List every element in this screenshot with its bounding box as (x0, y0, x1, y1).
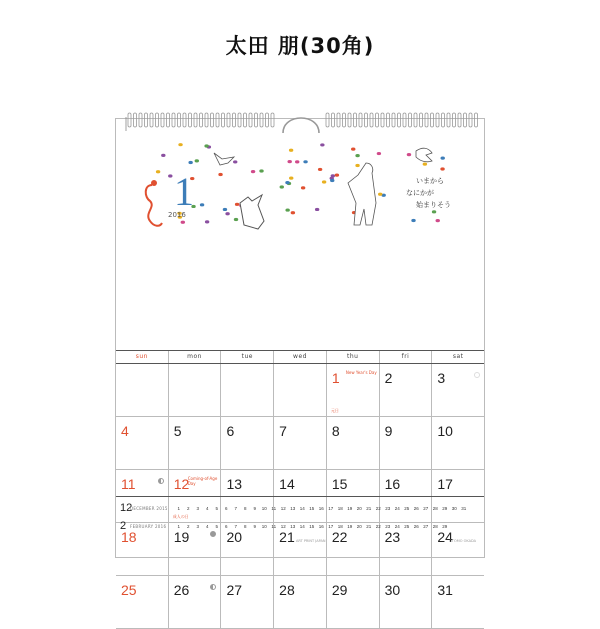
day-cell-8 (326, 417, 379, 469)
binding-coil (442, 113, 445, 127)
person-drawing (348, 163, 376, 225)
mini-day: 26 (413, 505, 419, 511)
day-number: 29 (331, 582, 348, 598)
confetti-dot (440, 167, 444, 170)
page-title: 太田 朋(30角) (225, 34, 375, 58)
confetti-dot (200, 203, 204, 206)
day-cell-6 (220, 417, 273, 469)
binding-coil (354, 113, 357, 127)
binding-coil (475, 113, 478, 127)
mini-day: 13 (290, 505, 296, 511)
confetti-dot (355, 164, 359, 167)
mini-day: 24 (394, 505, 400, 511)
binding-coil (194, 113, 197, 127)
caption-line-2: なにかが (406, 189, 434, 197)
day-number: 18 (121, 529, 137, 545)
holiday-name-ja: 元日 (330, 408, 339, 413)
day-cell-29 (326, 576, 379, 628)
binding-coil (370, 113, 373, 127)
binding-coil (403, 113, 406, 127)
mini-month-next (120, 519, 480, 533)
mini-day: 21 (366, 523, 372, 529)
day-cell-31 (431, 576, 484, 628)
binding-coil (161, 113, 164, 127)
confetti-dot (320, 143, 324, 146)
binding-coil (200, 113, 203, 127)
caption-line-1: いまから (416, 177, 444, 185)
weekday-tue: tue (220, 351, 273, 363)
mini-day: 13 (290, 523, 296, 529)
confetti-dot (330, 179, 334, 182)
binding-coil (211, 113, 214, 127)
day-cell-10 (431, 417, 484, 469)
day-number: 5 (173, 423, 182, 439)
binding-coil (183, 113, 186, 127)
binding-coil (348, 113, 351, 127)
day-number: 10 (437, 423, 453, 439)
binding-coil (464, 113, 467, 127)
mini-day: 31 (461, 505, 467, 511)
mini-day: 21 (366, 505, 372, 511)
binding-coil (233, 113, 236, 127)
mini-day: 9 (253, 505, 256, 511)
footer-publisher: ART PRINT JAPAN (296, 539, 326, 543)
day-number: 28 (279, 582, 295, 598)
confetti-dot (223, 208, 227, 211)
mini-day: 15 (309, 505, 315, 511)
day-number: 15 (331, 476, 348, 492)
day-number: 2 (384, 370, 393, 386)
binding-coil (167, 113, 170, 127)
caption-line-3: 始まりそう (416, 201, 451, 209)
week-row (116, 576, 484, 629)
confetti-dot (234, 218, 238, 221)
day-cell-27 (220, 576, 273, 628)
day-number: 21 (279, 529, 295, 545)
confetti-dot (407, 153, 411, 156)
weekday-fri: fri (379, 351, 432, 363)
mini-calendars (116, 496, 484, 549)
hanger-hook (283, 118, 319, 133)
confetti-dot (235, 203, 239, 206)
binding-coil (205, 113, 208, 127)
binding-coil (139, 113, 142, 127)
weekday-mon: mon (168, 351, 221, 363)
day-cell-30 (379, 576, 432, 628)
day-number: 27 (226, 582, 243, 598)
wall-calendar (115, 118, 485, 598)
mini-day: 11 (271, 505, 277, 511)
mini-day: 12 (280, 523, 286, 529)
wire-binding (116, 111, 486, 133)
binding-coil (381, 113, 384, 127)
binding-coil (398, 113, 401, 127)
binding-coil (469, 113, 472, 127)
binding-coil (271, 113, 274, 127)
mini-day: 7 (234, 505, 237, 511)
fox-drawing (240, 195, 264, 229)
mini-day: 5 (215, 523, 218, 529)
weekday-thu: thu (326, 351, 379, 363)
mini-day: 25 (404, 505, 410, 511)
day-cell-empty (220, 364, 273, 416)
day-number: 3 (437, 370, 446, 386)
binding-coil (150, 113, 153, 127)
binding-coil (431, 113, 434, 127)
confetti-dot (441, 157, 445, 160)
mini-day: 3 (196, 505, 199, 511)
mini-day: 5 (215, 505, 218, 511)
day-number: 24 (437, 529, 453, 545)
month-illustration (116, 133, 484, 351)
day-number: 19 (173, 529, 190, 545)
moon-phase-icon (158, 478, 164, 484)
binding-coil (244, 113, 247, 127)
mini-day: 11 (271, 523, 277, 529)
mini-day: 2 (186, 523, 190, 529)
confetti-dot (285, 181, 289, 184)
confetti-dot (322, 180, 326, 183)
mini-day: 14 (299, 505, 305, 511)
weekday-sun: sun (135, 353, 148, 360)
day-number: 12 (173, 476, 190, 492)
mini-day: 1 (177, 505, 180, 511)
mini-day: 15 (309, 523, 315, 529)
mini-month-prev (120, 501, 480, 515)
mini-day: 12 (280, 505, 286, 511)
holiday-name: New Year's Day (345, 370, 377, 375)
mini-day: 16 (318, 505, 324, 511)
day-number: 30 (384, 582, 401, 598)
binding-coil (458, 113, 461, 127)
mini-month-next-name: FEBRUARY 2016 (130, 523, 167, 529)
mini-day: 23 (385, 505, 391, 511)
confetti-dot (168, 174, 172, 177)
day-number: 16 (384, 476, 401, 492)
confetti-dot (259, 169, 263, 172)
binding-coil (332, 113, 335, 127)
mini-day: 22 (375, 523, 381, 529)
mini-day: 6 (224, 523, 228, 529)
confetti-dot (195, 159, 199, 162)
binding-coil (238, 113, 241, 127)
mini-month-next-number: 2 (120, 520, 127, 532)
day-number: 4 (121, 423, 129, 439)
binding-coil (128, 113, 131, 127)
day-cell-5 (168, 417, 221, 469)
mini-day: 18 (337, 523, 343, 529)
bird-drawing-right (416, 148, 432, 162)
mini-day: 7 (234, 523, 237, 529)
mini-day: 28 (432, 505, 438, 511)
mini-day: 14 (299, 523, 305, 529)
day-number: 20 (226, 529, 243, 545)
mini-day: 1 (177, 523, 180, 529)
mini-day: 10 (261, 505, 267, 511)
confetti-dot (351, 148, 355, 151)
confetti-dot (289, 177, 293, 180)
mini-day: 9 (253, 523, 256, 529)
day-number: 22 (331, 529, 348, 545)
day-cell-4 (116, 417, 168, 469)
day-number: 11 (121, 476, 136, 492)
day-number: 6 (226, 423, 235, 439)
day-number: 8 (331, 423, 340, 439)
binding-coil (387, 113, 390, 127)
binding-coil (436, 113, 439, 127)
confetti-dot (251, 170, 255, 173)
mini-day: 8 (243, 523, 247, 529)
binding-coil (216, 113, 219, 127)
mini-day: 20 (356, 505, 362, 511)
confetti-dot (355, 154, 359, 157)
binding-coil (255, 113, 258, 127)
binding-coil (156, 113, 159, 127)
binding-coil (337, 113, 340, 127)
day-cell-empty (168, 364, 221, 416)
mini-month-prev-name: DECEMBER 2015 (130, 505, 168, 511)
confetti-dot (318, 168, 322, 171)
day-cell-9 (379, 417, 432, 469)
binding-coil (145, 113, 148, 127)
confetti-dot (181, 221, 185, 224)
confetti-dot (188, 161, 192, 164)
confetti-dot (423, 163, 427, 166)
binding-coil (326, 113, 329, 127)
mini-day: 24 (394, 523, 400, 529)
day-number: 31 (437, 582, 453, 598)
day-cell-3 (431, 364, 484, 416)
mini-day: 22 (375, 505, 381, 511)
day-number: 17 (437, 476, 453, 492)
binding-coil (266, 113, 269, 127)
mini-day: 10 (261, 523, 267, 529)
holiday-name-ja: 成人の日 (172, 514, 189, 519)
mini-day: 3 (196, 523, 199, 529)
confetti-dot (225, 212, 229, 215)
confetti-dot (315, 208, 319, 211)
mini-day: 4 (205, 505, 209, 511)
mini-day: 2 (186, 505, 190, 511)
binding-coil (249, 113, 252, 127)
footer-artist: OTOMO OKADA (449, 539, 476, 543)
binding-coil (260, 113, 263, 127)
mini-day: 19 (347, 523, 353, 529)
day-cell-empty (273, 364, 326, 416)
confetti-dot (291, 211, 295, 214)
confetti-dot (411, 219, 415, 222)
holiday-name: Coming-of-Age Day (187, 476, 218, 486)
binding-coil (227, 113, 230, 127)
bird-drawing-left (214, 153, 234, 165)
binding-coil (172, 113, 175, 127)
confetti-dot (378, 193, 382, 196)
binding-coil (409, 113, 412, 127)
binding-coil (365, 113, 368, 127)
binding-coil (414, 113, 417, 127)
day-number: 23 (384, 529, 401, 545)
confetti-dot (295, 160, 299, 163)
mini-day: 20 (356, 523, 362, 529)
day-number: 7 (279, 423, 287, 439)
mini-day: 26 (413, 523, 419, 529)
day-number: 1 (331, 370, 340, 386)
weekday-wed: wed (273, 351, 326, 363)
week-row (116, 364, 484, 417)
mini-day: 17 (328, 505, 334, 511)
year-label: 2016 (168, 211, 186, 219)
binding-coil (376, 113, 379, 127)
moon-phase-icon (210, 584, 216, 590)
day-cell-7 (273, 417, 326, 469)
weekday-sat: sat (431, 351, 484, 363)
day-cell-2 (379, 364, 432, 416)
snake-drawing (146, 185, 162, 226)
month-number: 1 (174, 169, 194, 214)
mini-day: 29 (442, 523, 448, 529)
confetti-dot (205, 220, 209, 223)
confetti-dot (289, 149, 293, 152)
mini-day: 27 (423, 523, 429, 529)
mini-day: 25 (404, 523, 410, 529)
mini-day: 4 (205, 523, 209, 529)
binding-coil (343, 113, 346, 127)
week-row (116, 417, 484, 470)
day-cell-25 (116, 576, 168, 628)
day-number: 9 (384, 423, 393, 439)
day-number: 26 (173, 582, 190, 598)
weekday-header (116, 350, 484, 364)
day-number: 25 (121, 582, 137, 598)
confetti-dot (436, 219, 440, 222)
confetti-dot (303, 160, 307, 163)
day-cell-empty (116, 364, 168, 416)
binding-coil (134, 113, 137, 127)
mini-day: 29 (442, 505, 448, 511)
binding-coil (425, 113, 428, 127)
confetti-dot (156, 170, 160, 173)
binding-coil (392, 113, 395, 127)
confetti-dot (204, 144, 208, 147)
mini-day: 18 (337, 505, 343, 511)
binding-coil (222, 113, 225, 127)
mini-day: 28 (432, 523, 438, 529)
confetti-dot (335, 174, 339, 177)
confetti-dot (218, 173, 222, 176)
mini-day: 23 (385, 523, 391, 529)
mini-day: 16 (318, 523, 324, 529)
confetti-dot (285, 208, 289, 211)
confetti-dot (301, 186, 305, 189)
mini-month-prev-number: 12 (120, 502, 133, 514)
confetti-dot (178, 143, 182, 146)
binding-coil (359, 113, 362, 127)
day-number: 13 (226, 476, 243, 492)
binding-coil (453, 113, 456, 127)
confetti-dot (233, 160, 237, 163)
confetti-dot (432, 210, 436, 213)
moon-phase-icon (474, 372, 480, 378)
confetti-dot (377, 152, 381, 155)
mini-day: 27 (423, 505, 429, 511)
binding-coil (178, 113, 181, 127)
day-cell-28 (273, 576, 326, 628)
mini-day: 6 (224, 505, 228, 511)
confetti-dot (287, 160, 291, 163)
mini-day: 8 (243, 505, 247, 511)
confetti-dot (161, 154, 165, 157)
binding-coil (189, 113, 192, 127)
day-cell-26 (168, 576, 221, 628)
day-number: 14 (279, 476, 295, 492)
binding-coil (447, 113, 450, 127)
mini-day: 19 (347, 505, 353, 511)
month-grid (116, 350, 484, 629)
binding-coil (420, 113, 423, 127)
confetti-dot (280, 185, 284, 188)
mini-day: 30 (451, 505, 457, 511)
mini-day: 17 (328, 523, 334, 529)
day-cell-1 (326, 364, 379, 416)
